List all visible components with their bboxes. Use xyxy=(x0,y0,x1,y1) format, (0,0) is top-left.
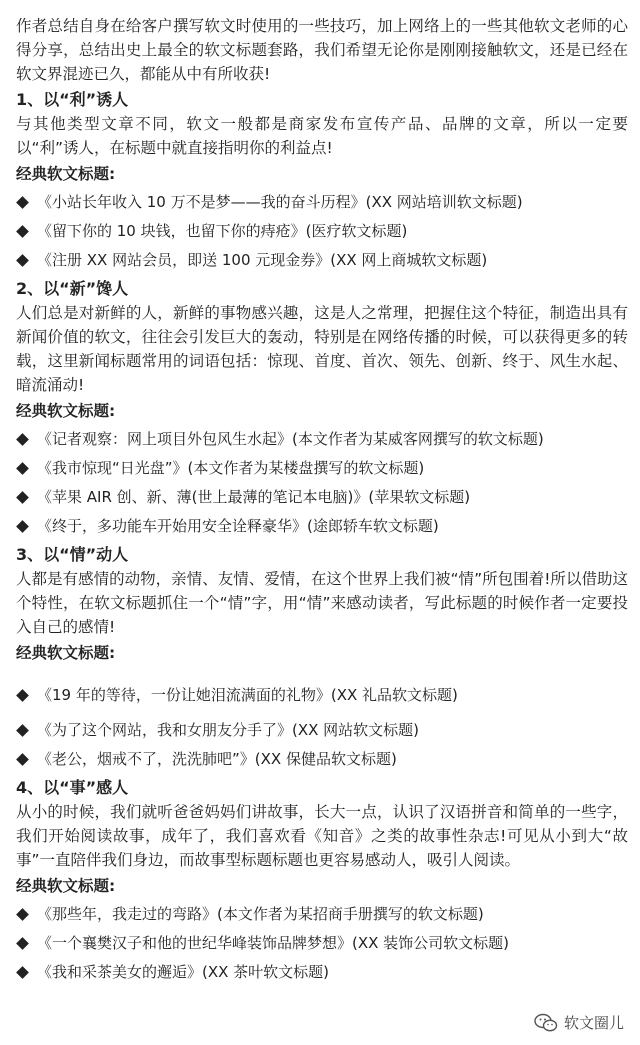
section-1 xyxy=(16,88,628,275)
example-list xyxy=(16,900,628,987)
section-description: 人都是有感情的动物，亲情、友情、爱情，在这个世界上我们被“情”所包围着!所以借助这个特性，在软文标题抓住一个“情”字，用“情”来感动读者，写此标题的时候作者一定要投入自己的感情! xyxy=(16,570,628,636)
section-title: 2、以“新”馋人 xyxy=(16,279,129,298)
section-description: 从小的时候，我们就听爸爸妈妈们讲故事，长大一点，认识了汉语拼音和简单的一些字，我们开始阅读故事，成年了，我们喜欢看《知音》之类的故事性杂志!可见从小到大“故事”一直陪伴我们身边，而故事型标题标题也更容易感动人，吸引人阅读。 xyxy=(16,803,628,869)
list-item: 《为了这个网站，我和女朋友分手了》(XX 网站软文标题) xyxy=(16,716,628,745)
diamond-bullet-icon xyxy=(16,196,29,209)
section-4 xyxy=(16,776,628,987)
diamond-bullet-icon xyxy=(16,724,29,737)
examples-label: 经典软文标题: xyxy=(16,165,116,183)
diamond-bullet-icon xyxy=(16,937,29,950)
diamond-bullet-icon xyxy=(16,689,29,702)
list-item: 《19 年的等待，一份让她泪流满面的礼物》(XX 礼品软文标题) xyxy=(16,681,628,710)
diamond-bullet-icon xyxy=(16,753,29,766)
diamond-bullet-icon xyxy=(16,491,29,504)
section-description: 人们总是对新鲜的人，新鲜的事物感兴趣，这是人之常理，把握住这个特征，制造出具有新闻价值的软文，往往会引发巨大的轰动，特别是在网络传播的时候，可以获得更多的转载，这里新闻标题常用的词语包括：惊现、首度、首次、领先、创新、终于、风生水起、暗流涌动! xyxy=(16,304,628,394)
list-item: 《老公，烟戒不了，洗洗肺吧”》(XX 保健品软文标题) xyxy=(16,745,628,774)
list-item: 《终于，多功能车开始用安全诠释豪华》(途郎轿车软文标题) xyxy=(16,512,628,541)
list-item: 《注册 XX 网站会员，即送 100 元现金券》(XX 网上商城软文标题) xyxy=(16,246,628,275)
list-item: 《那些年，我走过的弯路》(本文作者为某招商手册撰写的软文标题) xyxy=(16,900,628,929)
diamond-bullet-icon xyxy=(16,254,29,267)
section-title: 4、以“事”感人 xyxy=(16,778,129,797)
diamond-bullet-icon xyxy=(16,433,29,446)
watermark-text: 软文圈儿 xyxy=(563,1014,624,1032)
list-item: 《留下你的 10 块钱，也留下你的痔疮》(医疗软文标题) xyxy=(16,217,628,246)
list-item: 《记者观察：网上项目外包风生水起》(本文作者为某威客网撰写的软文标题) xyxy=(16,425,628,454)
example-list xyxy=(16,681,628,774)
list-item: 《我和采茶美女的邂逅》(XX 茶叶软文标题) xyxy=(16,958,628,987)
diamond-bullet-icon xyxy=(16,966,29,979)
diamond-bullet-icon xyxy=(16,908,29,921)
article xyxy=(16,14,628,987)
section-title: 3、以“情”动人 xyxy=(16,545,129,564)
list-item: 《苹果 AIR 创、新、薄(世上最薄的笔记本电脑)》(苹果软文标题) xyxy=(16,483,628,512)
section-2 xyxy=(16,277,628,541)
examples-label: 经典软文标题: xyxy=(16,877,116,895)
intro-paragraph: 作者总结自身在给客户撰写软文时使用的一些技巧，加上网络上的一些其他软文老师的心得分享，总结出史上最全的软文标题套路，我们希望无论你是刚刚接触软文，还是已经在软文界混迹已久，都能从中有所收获! xyxy=(16,17,628,83)
diamond-bullet-icon xyxy=(16,520,29,533)
example-list xyxy=(16,425,628,541)
examples-label: 经典软文标题: xyxy=(16,402,116,420)
examples-label: 经典软文标题: xyxy=(16,644,116,662)
list-item: 《一个襄樊汉子和他的世纪华峰装饰品牌梦想》(XX 装饰公司软文标题) xyxy=(16,929,628,958)
section-3 xyxy=(16,543,628,774)
diamond-bullet-icon xyxy=(16,462,29,475)
diamond-bullet-icon xyxy=(16,225,29,238)
list-item: 《小站长年收入 10 万不是梦——我的奋斗历程》(XX 网站培训软文标题) xyxy=(16,188,628,217)
list-item: 《我市惊现“日光盘”》(本文作者为某楼盘撰写的软文标题) xyxy=(16,454,628,483)
wechat-icon xyxy=(534,1013,558,1033)
example-list xyxy=(16,188,628,275)
watermark xyxy=(534,1012,624,1033)
section-title: 1、以“利”诱人 xyxy=(16,90,129,109)
section-description: 与其他类型文章不同，软文一般都是商家发布宣传产品、品牌的文章，所以一定要以“利”诱人，在标题中就直接指明你的利益点! xyxy=(16,115,628,157)
